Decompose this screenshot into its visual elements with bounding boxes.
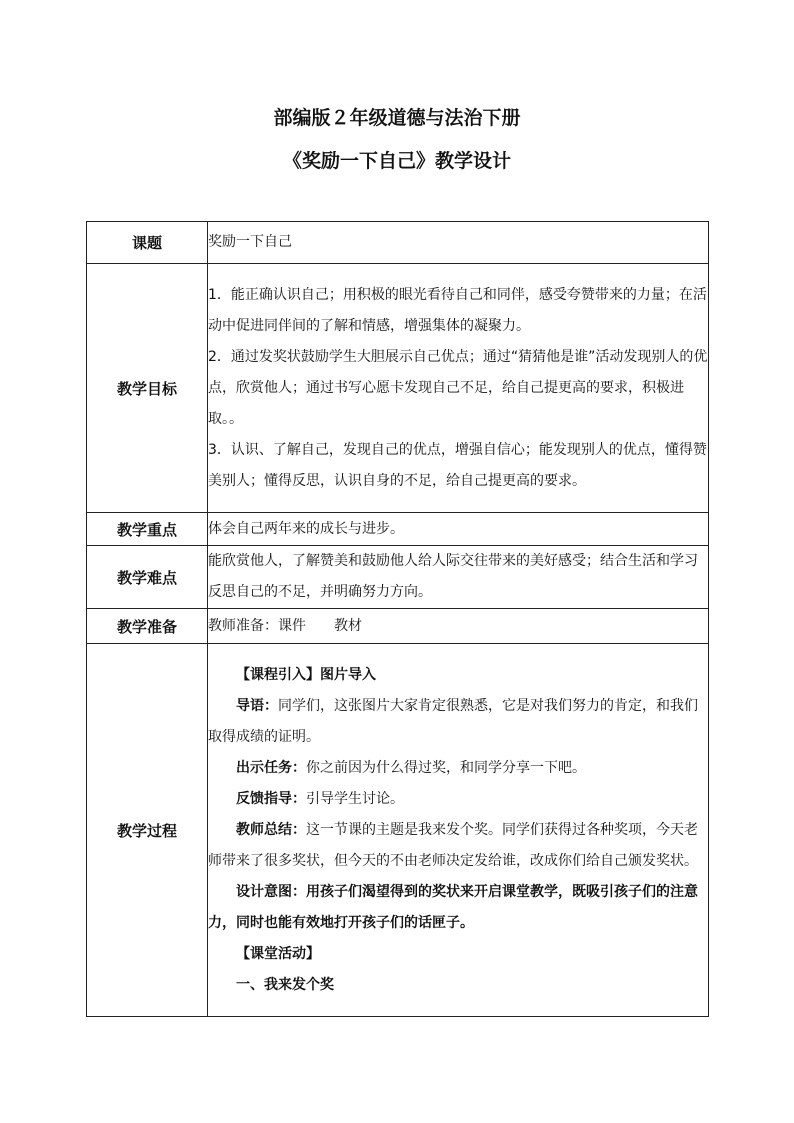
difficulty-label: 教学难点 xyxy=(87,546,208,609)
goals-label: 教学目标 xyxy=(87,264,208,513)
feedback-text: 引导学生讨论。 xyxy=(306,790,404,807)
guide-text: 同学们，这张图片大家肯定很熟悉，它是对我们努力的肯定，和我们取得成绩的证明。 xyxy=(208,697,698,745)
preparation-value: 教师准备：课件 教材 xyxy=(208,609,709,644)
key-point-value: 体会自己两年来的成长与进步。 xyxy=(208,513,709,546)
summary-label: 教师总结： xyxy=(236,821,306,838)
difficulty-value: 能欣赏他人，了解赞美和鼓励他人给人际交往带来的美好感受；结合生活和学习反思自己的不足，并明确努力方向。 xyxy=(208,546,709,609)
goal-item: 3．认识、了解自己，发现自己的优点，增强自信心；能发现别人的优点，懂得赞美别人；懂得反思，认识自身的不足，给自己提更高的要求。 xyxy=(208,441,707,489)
lesson-plan-table xyxy=(86,221,709,1017)
goal-item: 2．通过发奖状鼓励学生大胆展示自己优点；通过“猜猜他是谁”活动发现别人的优点，欣赏他人；通过书写心愿卡发现自己不足，给自己提更高的要求，积极进取。。 xyxy=(208,348,708,427)
task-label: 出示任务： xyxy=(236,759,306,776)
feedback-label: 反馈指导： xyxy=(236,790,306,807)
table-row-topic xyxy=(87,222,709,264)
goal-item: 1．能正确认识自己；用积极的眼光看待自己和同伴，感受夸赞带来的力量；在活动中促进同伴间的了解和情感，增强集体的凝聚力。 xyxy=(208,286,707,334)
guide-paragraph xyxy=(208,691,708,753)
table-row-process xyxy=(87,644,709,1017)
design-intent: 设计意图：用孩子们渴望得到的奖状来开启课堂教学，既吸引孩子们的注意力，同时也能有效地打开孩子们的话匣子。 xyxy=(208,883,698,931)
goals-content xyxy=(208,264,709,513)
summary-paragraph xyxy=(208,815,708,877)
summary-text: 这一节课的主题是我来发个奖。同学们获得过各种奖项，今天老师带来了很多奖状，但今天的不由老师决定发给谁，改成你们给自己颁发奖状。 xyxy=(208,821,698,869)
feedback-paragraph xyxy=(208,784,708,815)
document-title: 部编版２年级道德与法治下册 xyxy=(273,107,521,129)
document-subtitle: 《奖励一下自己》教学设计 xyxy=(282,150,511,172)
table-row-key-point xyxy=(87,513,709,546)
section-heading: 一、我来发个奖 xyxy=(236,976,334,993)
process-label: 教学过程 xyxy=(87,644,208,1017)
table-row-difficulty xyxy=(87,546,709,609)
process-content xyxy=(208,644,709,1017)
topic-value: 奖励一下自己 xyxy=(208,222,709,264)
activity-heading: 【课堂活动】 xyxy=(236,945,320,962)
intro-heading: 【课程引入】图片导入 xyxy=(236,666,376,683)
task-text: 你之前因为什么得过奖，和同学分享一下吧。 xyxy=(306,759,586,776)
key-point-label: 教学重点 xyxy=(87,513,208,546)
table-row-preparation xyxy=(87,609,709,644)
table-row-goals xyxy=(87,264,709,513)
guide-label: 导语： xyxy=(236,697,278,714)
preparation-label: 教学准备 xyxy=(87,609,208,644)
task-paragraph xyxy=(208,753,708,784)
topic-label: 课题 xyxy=(87,222,208,264)
